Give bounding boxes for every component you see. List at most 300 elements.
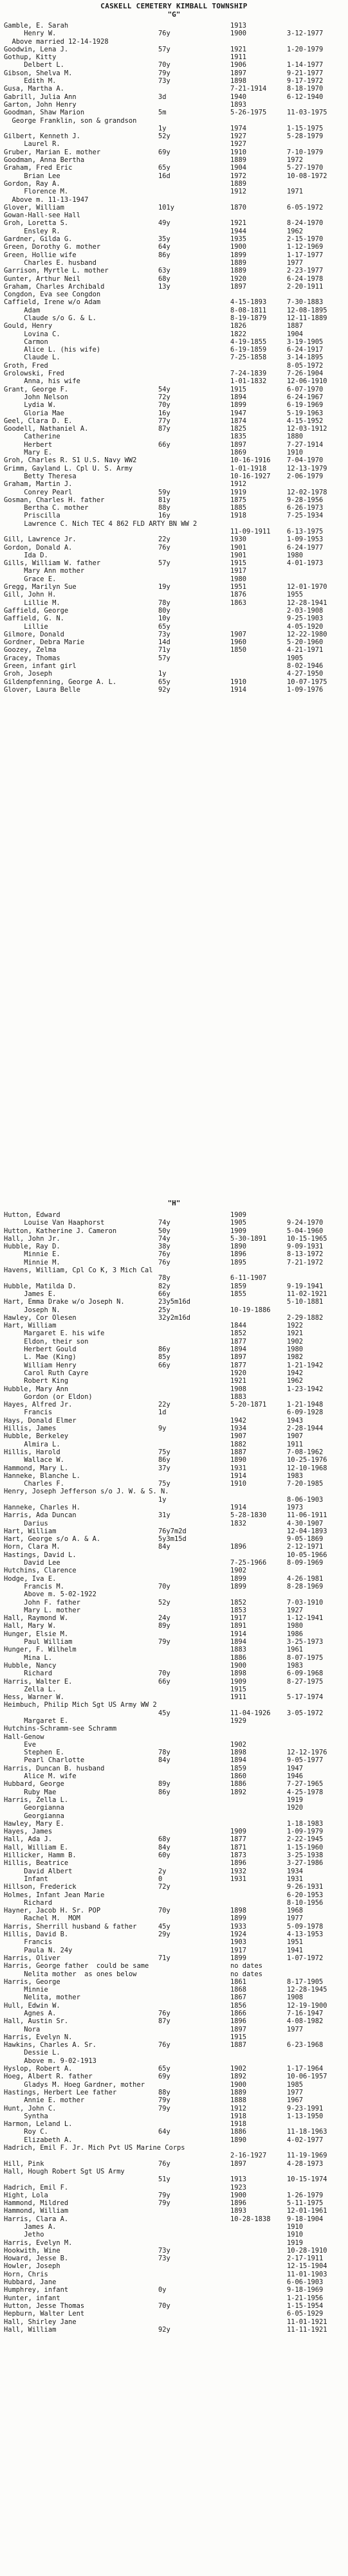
entry-died: 9-28-1956 xyxy=(287,496,324,504)
entry-born: 1889 xyxy=(230,258,247,267)
entry-died: 8-17-1905 xyxy=(287,1977,324,1986)
burial-entry xyxy=(4,1338,345,1346)
burial-entry xyxy=(4,599,345,607)
burial-entry xyxy=(4,2096,345,2104)
entry-name: Ida D. xyxy=(4,551,48,559)
burial-entry xyxy=(4,259,345,267)
entry-died: 11-06-1911 xyxy=(287,1511,327,1520)
section-h-list xyxy=(4,1211,345,2334)
entry-name: Nora xyxy=(4,2025,41,2033)
entry-died: 6-20-1953 xyxy=(287,1891,324,1899)
burial-entry xyxy=(4,2160,345,2168)
entry-age: 81y xyxy=(158,496,170,504)
entry-died: 1983 xyxy=(287,1472,304,1480)
entry-name: Charles E. husband xyxy=(4,258,96,267)
entry-born: 1822 xyxy=(230,330,247,338)
entry-died: 1-18-1983 xyxy=(287,1819,324,1828)
entry-died: 2-29-1882 xyxy=(287,1313,324,1322)
entry-died: 8-02-1946 xyxy=(287,662,324,671)
entry-born: 1866 xyxy=(230,2009,247,2017)
burial-entry xyxy=(4,638,345,646)
burial-entry xyxy=(4,243,345,251)
burial-entry xyxy=(4,1520,345,1527)
entry-age: 35y xyxy=(158,235,170,244)
entry-age: 22y xyxy=(158,536,170,544)
entry-name: Gregg, Marilyn Sue xyxy=(4,583,77,591)
entry-name: Gould, Henry xyxy=(4,322,53,330)
entry-died: 5-11-1975 xyxy=(287,2199,324,2208)
entry-born: 1909 xyxy=(230,1828,247,1836)
burial-entry xyxy=(4,1947,345,1954)
entry-name: Hull, Edwin W. xyxy=(4,2001,60,2010)
entry-name: Hammond, William xyxy=(4,2207,69,2215)
entry-died: 1962 xyxy=(287,227,304,235)
burial-entry xyxy=(4,93,345,101)
entry-died: 3-25-1938 xyxy=(287,1851,324,1860)
burial-entry xyxy=(4,298,345,306)
entry-born: 1980 xyxy=(230,575,247,583)
entry-died: 6-05-1972 xyxy=(287,203,324,212)
entry-age: 16y xyxy=(158,409,170,417)
burial-entry xyxy=(4,1250,345,1258)
entry-name: Anna, his wife xyxy=(4,377,80,386)
entry-died: 5-28-1979 xyxy=(287,132,324,141)
section-heading-h: "H" xyxy=(167,1199,181,1207)
entry-died: 12-10-1968 xyxy=(287,1464,327,1472)
entry-died: 1887 xyxy=(287,322,304,330)
burial-entry xyxy=(4,156,345,164)
entry-died: 6-06-1903 xyxy=(287,2278,324,2287)
burial-entry xyxy=(4,291,345,298)
entry-name: Geel, Clara D. E. xyxy=(4,417,73,425)
entry-born: no dates xyxy=(230,1970,263,1978)
burial-entry xyxy=(4,172,345,180)
entry-died: 7-20-1985 xyxy=(287,1480,324,1488)
burial-entry xyxy=(4,607,345,615)
entry-born: 1899 xyxy=(230,1574,247,1583)
burial-entry xyxy=(4,504,345,512)
entry-age: 101y xyxy=(158,203,175,212)
entry-died: 9-09-1931 xyxy=(287,1243,324,1251)
entry-name: Alice L. (his wife) xyxy=(4,346,101,354)
entry-born: 6-19-1859 xyxy=(230,346,267,354)
entry-age: 5m xyxy=(158,109,167,117)
page-title: CASKELL CEMETERY KIMBALL TOWNSHIP xyxy=(100,2,248,10)
entry-died: 1-15-1960 xyxy=(287,1843,324,1851)
entry-died: 6-12-1940 xyxy=(287,93,324,101)
entry-age: 66y xyxy=(158,1290,170,1298)
entry-born: 1889 xyxy=(230,267,247,275)
entry-name: Hillson, Frederick xyxy=(4,1883,77,1891)
entry-born: 1918 xyxy=(230,2120,247,2129)
entry-name: Heimbuch, Philip Mich Sgt US Army WW 2 xyxy=(4,1701,157,1709)
entry-name: David Albert xyxy=(4,1867,73,1875)
entry-died: 7-10-1979 xyxy=(287,148,324,156)
burial-entry xyxy=(4,1923,345,1931)
entry-born: 1910 xyxy=(230,678,247,686)
entry-age: 1y xyxy=(158,670,167,678)
entry-died: 1934 xyxy=(287,1867,304,1875)
entry-born: 1876 xyxy=(230,591,247,599)
entry-died: 1-20-1979 xyxy=(287,45,324,53)
burial-entry xyxy=(4,2239,345,2247)
entry-born: 1852 xyxy=(230,1329,247,1338)
entry-age: 69y xyxy=(158,148,170,156)
entry-born: 1897 xyxy=(230,440,247,449)
entry-name: Stephen E. xyxy=(4,1749,64,1757)
entry-age: 84y xyxy=(158,1843,170,1851)
entry-age: 70y xyxy=(158,1670,170,1678)
entry-name: Gaffield, G. N. xyxy=(4,615,64,623)
burial-entry xyxy=(4,591,345,599)
burial-entry xyxy=(4,322,345,330)
entry-born: 1944 xyxy=(230,227,247,235)
entry-age: 70y xyxy=(158,61,170,69)
entry-born: 1917 xyxy=(230,1614,247,1623)
entry-name: Gildenpfenning, George A. L. xyxy=(4,678,117,686)
entry-name: Hutchins-Schramm-see Schramm xyxy=(4,1725,117,1733)
entry-age: 84y xyxy=(158,1543,170,1551)
entry-born: 1870 xyxy=(230,203,247,212)
entry-name: Hubble, Ray D. xyxy=(4,1243,60,1251)
entry-died: 1985 xyxy=(287,2080,304,2089)
entry-died: 9-18-1904 xyxy=(287,2215,324,2223)
entry-age: 32y2m16d xyxy=(158,1313,191,1322)
entry-died: 1919 xyxy=(287,2238,304,2247)
entry-born: 1895 xyxy=(230,1258,247,1266)
entry-died: 1971 xyxy=(287,188,304,196)
entry-name: Gowan-Hall-see Hall xyxy=(4,212,80,220)
burial-entry xyxy=(4,1456,345,1464)
entry-name: Havens, William, Cpl Co K, 3 Mich Cal xyxy=(4,1266,153,1275)
entry-born: 1863 xyxy=(230,599,247,607)
entry-name: Lawrence C. Nich TEC 4 862 FLD ARTY BN WW 2 xyxy=(4,519,197,528)
entry-born: no dates xyxy=(230,1962,263,1970)
entry-name: Hastings, Herbert Lee father xyxy=(4,2088,117,2096)
entry-born: 1903 xyxy=(230,1938,247,1947)
entry-born: 1868 xyxy=(230,1986,247,1994)
entry-died: 6-09-1928 xyxy=(287,1409,324,1417)
entry-name: Gamble, E. Sarah xyxy=(4,22,69,30)
burial-entry xyxy=(4,1409,345,1416)
entry-name: Roy C. xyxy=(4,2128,48,2136)
entry-name: Lillie xyxy=(4,622,48,631)
entry-age: 25y xyxy=(158,1306,170,1314)
entry-name: Gaffield, George xyxy=(4,606,69,615)
burial-entry xyxy=(4,77,345,85)
entry-name: Mary L. mother xyxy=(4,1606,80,1614)
burial-entry xyxy=(4,536,345,543)
burial-entry xyxy=(4,2112,345,2120)
entry-age: 29y xyxy=(158,1931,170,1939)
burial-entry xyxy=(4,1646,345,1653)
entry-name: Hunt, John C. xyxy=(4,2104,57,2112)
entry-born: 1912 xyxy=(230,188,247,196)
burial-entry xyxy=(4,2255,345,2262)
entry-died: 1-09-1953 xyxy=(287,536,324,544)
entry-age: 57y xyxy=(158,559,170,568)
entry-name: Gordon, Ray A. xyxy=(4,179,60,188)
entry-name: Gilmore, Donald xyxy=(4,630,64,638)
entry-name: Francis xyxy=(4,1938,53,1947)
entry-name: Gabrill, Julia Ann xyxy=(4,93,77,101)
entry-died: 3-25-1973 xyxy=(287,1638,324,1646)
entry-name: Infant xyxy=(4,1875,48,1883)
entry-age: 52y xyxy=(158,132,170,141)
entry-died: 1927 xyxy=(287,1606,304,1614)
entry-born: 1825 xyxy=(230,425,247,433)
entry-died: 1980 xyxy=(287,1346,304,1354)
entry-name: Herbert Gould xyxy=(4,1346,77,1354)
entry-died: 8-05-1972 xyxy=(287,361,324,370)
entry-name: Florence M. xyxy=(4,188,69,196)
entry-age: 5y3m15d xyxy=(158,1535,187,1544)
burial-entry xyxy=(4,1812,345,1820)
entry-name: Groth, Fred xyxy=(4,361,48,370)
burial-entry xyxy=(4,623,345,631)
entry-name: George Franklin, son & grandson xyxy=(4,116,137,125)
entry-name: Hookwith, Wine xyxy=(4,2246,60,2255)
burial-entry xyxy=(4,196,345,204)
entry-died: 6-26-1973 xyxy=(287,504,324,512)
entry-age: 49y xyxy=(158,219,170,228)
entry-age: 9y xyxy=(158,1425,167,1433)
entry-name: Gladys M. Hoeg Gardner, mother xyxy=(4,2080,145,2089)
entry-born: 1897 xyxy=(230,69,247,77)
burial-entry xyxy=(4,1393,345,1401)
burial-entry xyxy=(4,1599,345,1607)
entry-died: 6-24-1977 xyxy=(287,543,324,552)
entry-born: 1896 xyxy=(230,1543,247,1551)
entry-name: Carmon xyxy=(4,338,48,346)
entry-died: 12-06-1910 xyxy=(287,377,327,386)
entry-died: 1982 xyxy=(287,1353,304,1362)
entry-died: 1910 xyxy=(287,449,304,457)
entry-died: 4-13-1953 xyxy=(287,1931,324,1939)
entry-name: Richard xyxy=(4,1670,53,1678)
entry-died: 8-10-1956 xyxy=(287,1898,324,1907)
entry-name: Priscilla xyxy=(4,512,60,520)
entry-name: Caffield, Irene w/o Adam xyxy=(4,298,101,307)
entry-died: 5-17-1974 xyxy=(287,1693,324,1702)
entry-age: 78y xyxy=(158,599,170,607)
entry-born: 1883 xyxy=(230,1646,247,1654)
entry-name: Dessie L. xyxy=(4,2049,60,2057)
entry-age: 86y xyxy=(158,251,170,259)
entry-born: 1914 xyxy=(230,1630,247,1638)
entry-name: Paul William xyxy=(4,1638,73,1646)
entry-born: 1929 xyxy=(230,1717,247,1725)
entry-born: 1894 xyxy=(230,1346,247,1354)
burial-entry xyxy=(4,1875,345,1883)
entry-name: Gusa, Martha A. xyxy=(4,85,64,93)
entry-died: 1986 xyxy=(287,1630,304,1638)
entry-born: 1886 xyxy=(230,1653,247,1662)
entry-name: Hubbard, Jane xyxy=(4,2278,57,2287)
entry-died: 1-14-1977 xyxy=(287,61,324,69)
entry-age: 76y xyxy=(158,1250,170,1259)
entry-born: 1899 xyxy=(230,401,247,410)
burial-entry xyxy=(4,1274,345,1282)
entry-born: 4-15-1893 xyxy=(230,298,267,307)
burial-entry xyxy=(4,1496,345,1504)
entry-born: 11-09-1911 xyxy=(230,528,271,536)
entry-died: 3-19-1905 xyxy=(287,338,324,346)
entry-born: 1896 xyxy=(230,1250,247,1259)
burial-entry xyxy=(4,2152,345,2159)
entry-died: 1-07-1972 xyxy=(287,1954,324,1962)
entry-born: 1931 xyxy=(230,1875,247,1883)
burial-entry xyxy=(4,362,345,370)
entry-age: 76y xyxy=(158,30,170,38)
entry-age: 64y xyxy=(158,243,170,251)
entry-died: 10-25-1976 xyxy=(287,1456,327,1464)
entry-name: Hastings, David L. xyxy=(4,1551,77,1559)
entry-died: 4-25-1978 xyxy=(287,1788,324,1796)
entry-died: 1911 xyxy=(287,1440,304,1448)
entry-born: 1900 xyxy=(230,2191,247,2199)
entry-name: Holmes, Infant Jean Marie xyxy=(4,1891,105,1899)
entry-born: 1915 xyxy=(230,2033,247,2041)
entry-age: 79y xyxy=(158,69,170,77)
entry-born: 10-16-1916 xyxy=(230,456,271,465)
entry-name: Grant, George F. xyxy=(4,385,69,393)
entry-age: 63y xyxy=(158,267,170,275)
burial-entry xyxy=(4,53,345,61)
entry-age: 68y xyxy=(158,1835,170,1844)
burial-entry xyxy=(4,2278,345,2286)
entry-born: 1886 xyxy=(230,2128,247,2136)
entry-born: 5-26-1975 xyxy=(230,109,267,117)
burial-entry xyxy=(4,1369,345,1377)
entry-age: 45y xyxy=(158,1709,170,1717)
burial-entry xyxy=(4,1709,345,1717)
entry-died: 2-03-1908 xyxy=(287,606,324,615)
burial-entry xyxy=(4,662,345,670)
entry-born: 1898 xyxy=(230,77,247,86)
entry-born: 5-28-1830 xyxy=(230,1511,267,1520)
entry-died: 6-24-1978 xyxy=(287,275,324,283)
entry-name: Above married 12-14-1928 xyxy=(4,37,109,46)
entry-born: 1911 xyxy=(230,1693,247,1702)
entry-age: 73y xyxy=(158,630,170,638)
entry-born: 6-11-1907 xyxy=(230,1274,267,1283)
entry-name: Hunter, infant xyxy=(4,2294,60,2302)
burial-entry xyxy=(4,85,345,93)
burial-entry xyxy=(4,1527,345,1535)
entry-born: 1859 xyxy=(230,1282,247,1290)
entry-name: Gilbert, Kenneth J. xyxy=(4,132,80,141)
burial-entry xyxy=(4,520,345,528)
entry-name: David Lee xyxy=(4,1559,60,1567)
entry-age: 68y xyxy=(158,275,170,283)
entry-name: L. Mae (King) xyxy=(4,1353,77,1362)
entry-born: 10-16-1927 xyxy=(230,472,271,480)
burial-entry xyxy=(4,267,345,275)
entry-name: Gracey, Thomas xyxy=(4,654,60,662)
entry-died: 1941 xyxy=(287,1946,304,1954)
entry-name: Goodman, Shaw Marion xyxy=(4,109,85,117)
entry-died: 4-05-1920 xyxy=(287,622,324,631)
burial-entry xyxy=(4,1630,345,1638)
entry-died: 10-15-1974 xyxy=(287,2175,327,2184)
entry-name: Hart, William xyxy=(4,1322,57,1330)
entry-name: Gloria Mae xyxy=(4,409,64,417)
burial-entry xyxy=(4,1511,345,1519)
entry-age: 86y xyxy=(158,1456,170,1464)
entry-born: 1896 xyxy=(230,1859,247,1868)
entry-name: Grimm, Gayland L. Cpl U. S. Army xyxy=(4,464,133,473)
burial-entry xyxy=(4,1859,345,1867)
entry-died: 4-28-1973 xyxy=(287,2159,324,2168)
entry-age: 24y xyxy=(158,1614,170,1623)
entry-born: 1913 xyxy=(230,22,247,30)
entry-name: Hillicker, Hamm B. xyxy=(4,1851,77,1860)
burial-entry xyxy=(4,180,345,188)
burial-entry xyxy=(4,1788,345,1796)
entry-name: Goozey, Zelma xyxy=(4,646,57,654)
entry-died: 1-13-1950 xyxy=(287,2112,324,2120)
entry-name: Horn, Chris xyxy=(4,2270,48,2278)
burial-entry xyxy=(4,1607,345,1614)
entry-age: 66y xyxy=(158,1361,170,1369)
entry-died: 1905 xyxy=(287,654,304,662)
burial-entry xyxy=(4,1583,345,1590)
entry-name: Harris, Duncan B. husband xyxy=(4,1764,105,1772)
entry-age: 0y xyxy=(158,2286,167,2294)
entry-born: 1907 xyxy=(230,1432,247,1441)
entry-died: 1920 xyxy=(287,1804,304,1812)
entry-died: 9-05-1869 xyxy=(287,1535,324,1544)
burial-entry xyxy=(4,1211,345,1219)
entry-born: 1909 xyxy=(230,1227,247,1235)
entry-name: Rachel M. MOM xyxy=(4,1914,80,1923)
entry-born: 1899 xyxy=(230,251,247,259)
entry-died: 12-15-1904 xyxy=(287,2262,327,2271)
entry-born: 8-19-1879 xyxy=(230,314,267,322)
entry-born: 1890 xyxy=(230,1456,247,1464)
burial-entry xyxy=(4,456,345,464)
burial-entry xyxy=(4,125,345,132)
burial-entry xyxy=(4,1567,345,1574)
burial-entry xyxy=(4,38,345,46)
entry-age: 52y xyxy=(158,1598,170,1607)
entry-born: 1901 xyxy=(230,551,247,559)
burial-entry xyxy=(4,1662,345,1670)
entry-age: 71y xyxy=(158,1954,170,1962)
entry-name: Betty Theresa xyxy=(4,472,77,480)
entry-name: Francis xyxy=(4,1409,53,1417)
entry-died: 2-12-1971 xyxy=(287,1543,324,1551)
entry-age: 22y xyxy=(158,1401,170,1409)
burial-entry xyxy=(4,686,345,694)
entry-age: 37y xyxy=(158,1464,170,1472)
entry-name: Goodman, Anna Bertha xyxy=(4,156,85,165)
entry-name: Green, infant girl xyxy=(4,662,77,671)
burial-entry xyxy=(4,1883,345,1891)
entry-age: 89y xyxy=(158,1780,170,1788)
entry-born: 1885 xyxy=(230,504,247,512)
entry-name: Hunger, F. Wilhelm xyxy=(4,1646,77,1654)
entry-died: 1-12-1969 xyxy=(287,243,324,251)
burial-entry xyxy=(4,2326,345,2334)
entry-age: 77y xyxy=(158,417,170,425)
entry-born: 10-28-1838 xyxy=(230,2215,271,2223)
entry-name: Hyslop, Robert A. xyxy=(4,2065,73,2073)
entry-name: Harmon, Leland L. xyxy=(4,2120,73,2129)
entry-born: 1898 xyxy=(230,1907,247,1915)
entry-born: 1900 xyxy=(230,2080,247,2089)
